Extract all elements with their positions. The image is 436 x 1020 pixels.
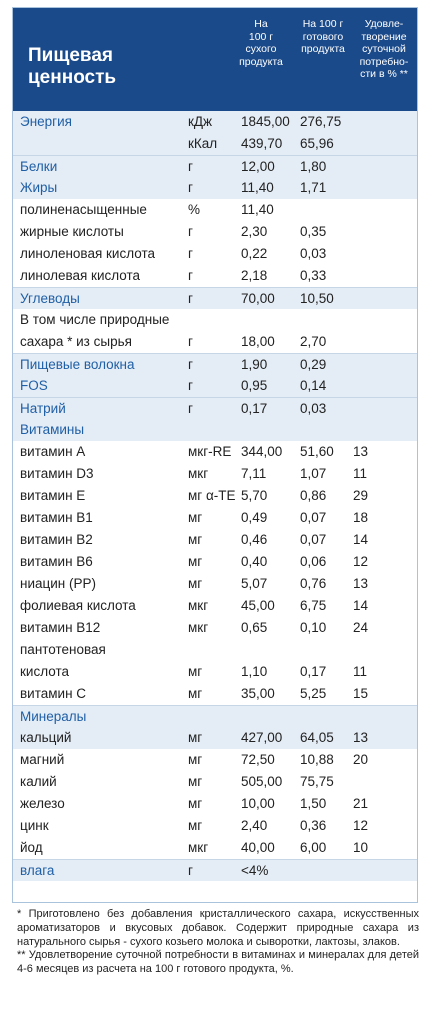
cell-unit: мг bbox=[188, 752, 203, 767]
col3-line: творение bbox=[361, 30, 407, 43]
cell-daily: 18 bbox=[353, 510, 369, 525]
cell-dry: 72,50 bbox=[241, 752, 275, 767]
cell-ready: 75,75 bbox=[300, 774, 334, 789]
nutrient-name: витамин С bbox=[20, 686, 87, 701]
nutrient-name: калий bbox=[20, 774, 57, 789]
table-header bbox=[13, 8, 417, 111]
cell-unit: мкг bbox=[188, 466, 209, 481]
table-row bbox=[13, 683, 417, 705]
cell-unit: г bbox=[188, 246, 193, 261]
cell-dry: 0,46 bbox=[241, 532, 268, 547]
table-row bbox=[13, 815, 417, 837]
cell-unit: г bbox=[188, 224, 193, 239]
cell-ready: 1,71 bbox=[300, 180, 327, 195]
cell-unit: г bbox=[188, 334, 193, 349]
cell-unit: мг bbox=[188, 730, 203, 745]
nutrient-name: ниацин (PP) bbox=[20, 576, 96, 591]
cell-unit: кКал bbox=[188, 136, 218, 151]
cell-ready: 0,36 bbox=[300, 818, 327, 833]
table-row bbox=[13, 177, 417, 199]
nutrient-name-line2: кислота bbox=[20, 664, 69, 679]
cell-unit: мкг-RE bbox=[188, 444, 232, 459]
cell-dry: 45,00 bbox=[241, 598, 275, 613]
cell-unit: мг α-TE bbox=[188, 488, 236, 503]
cell-daily: 29 bbox=[353, 488, 369, 503]
cell-dry: 0,49 bbox=[241, 510, 268, 525]
cell-dry: 427,00 bbox=[241, 730, 283, 745]
cell-ready: 10,50 bbox=[300, 291, 334, 306]
table-row bbox=[13, 375, 417, 397]
cell-ready: 0,29 bbox=[300, 357, 327, 372]
footnotes bbox=[17, 908, 419, 977]
cell-daily: 21 bbox=[353, 796, 369, 811]
table-row bbox=[13, 265, 417, 287]
cell-unit: г bbox=[188, 357, 193, 372]
title-line-2: ценность bbox=[28, 67, 117, 88]
col3-line: сти в % ** bbox=[360, 68, 408, 80]
table-row bbox=[13, 155, 417, 177]
cell-dry: 0,22 bbox=[241, 246, 268, 261]
cell-ready: 0,07 bbox=[300, 510, 327, 525]
cell-dry: 70,00 bbox=[241, 291, 275, 306]
cell-unit: г bbox=[188, 180, 193, 195]
cell-ready: 0,17 bbox=[300, 664, 327, 679]
cell-unit: мкг bbox=[188, 620, 209, 635]
cell-ready: 1,50 bbox=[300, 796, 327, 811]
nutrient-name: Белки bbox=[20, 159, 58, 174]
cell-dry: 0,95 bbox=[241, 378, 268, 393]
cell-unit: г bbox=[188, 401, 193, 416]
cell-ready: 0,07 bbox=[300, 532, 327, 547]
cell-unit: мг bbox=[188, 664, 203, 679]
nutrient-name-line1: В том числе природные bbox=[20, 312, 170, 327]
column-header-dry bbox=[229, 18, 293, 68]
table-row bbox=[13, 793, 417, 815]
nutrient-name: Минералы bbox=[20, 709, 87, 724]
nutrient-name: Натрий bbox=[20, 401, 66, 416]
col1-line: 100 г bbox=[248, 30, 274, 43]
cell-unit: мг bbox=[188, 774, 203, 789]
column-header-daily bbox=[351, 18, 417, 81]
column-header-ready bbox=[295, 18, 351, 56]
nutrient-name: цинк bbox=[20, 818, 49, 833]
cell-ready: 10,88 bbox=[300, 752, 334, 767]
cell-dry: 7,11 bbox=[241, 466, 267, 481]
cell-daily: 14 bbox=[353, 598, 369, 613]
cell-dry: 10,00 bbox=[241, 796, 275, 811]
cell-dry: 1845,00 bbox=[241, 114, 290, 129]
nutrient-name: линоленовая кислота bbox=[20, 246, 155, 261]
cell-ready: 0,86 bbox=[300, 488, 327, 503]
cell-unit: г bbox=[188, 378, 193, 393]
table-row bbox=[13, 221, 417, 243]
cell-ready: 0,06 bbox=[300, 554, 327, 569]
table-row bbox=[13, 727, 417, 749]
table-row bbox=[13, 551, 417, 573]
footnote-1: * Приготовлено без добавления кристаллического сахара, искусственных ароматизаторов и вкусовых добавок. Содержит природные сахара из натурального сырья - сухого козьего молока и сыворотки, лактозы, злаков. bbox=[17, 908, 419, 948]
table-row bbox=[13, 243, 417, 265]
cell-dry: 35,00 bbox=[241, 686, 275, 701]
cell-daily: 24 bbox=[353, 620, 369, 635]
col2-line: На 100 г bbox=[302, 18, 344, 30]
cell-unit: мг bbox=[188, 554, 203, 569]
cell-ready: 1,07 bbox=[300, 466, 327, 481]
nutrient-name: кальций bbox=[20, 730, 72, 745]
cell-dry: 0,40 bbox=[241, 554, 268, 569]
table-row bbox=[13, 639, 417, 683]
nutrient-name: Витамины bbox=[20, 422, 85, 437]
cell-ready: 0,76 bbox=[300, 576, 327, 591]
cell-daily: 15 bbox=[353, 686, 369, 701]
cell-dry: 18,00 bbox=[241, 334, 275, 349]
table-row bbox=[13, 595, 417, 617]
nutrient-name: линолевая кислота bbox=[20, 268, 141, 283]
cell-ready: 1,80 bbox=[300, 159, 327, 174]
nutrient-name: Энергия bbox=[20, 114, 72, 129]
table-row bbox=[13, 199, 417, 221]
nutrient-name: витамин D3 bbox=[20, 466, 94, 481]
cell-unit: г bbox=[188, 291, 193, 306]
cell-ready: 0,33 bbox=[300, 268, 327, 283]
nutrient-name-line1: пантотеновая bbox=[20, 642, 106, 657]
nutrient-name: витамин В6 bbox=[20, 554, 93, 569]
col2-line: готового bbox=[302, 30, 344, 43]
nutrient-name-line1: полиненасыщенные bbox=[20, 202, 147, 217]
col2-line: продукта bbox=[301, 43, 345, 55]
table-row bbox=[13, 309, 417, 353]
footnote-2: ** Удовлетворение суточной потребности в витаминах и минералах для детей 4-6 месяцев из расчета на 100 г готового продукта, %. bbox=[17, 949, 419, 976]
table-row bbox=[13, 771, 417, 793]
table-row bbox=[13, 441, 417, 463]
nutrient-name: железо bbox=[20, 796, 65, 811]
cell-unit: мг bbox=[188, 510, 203, 525]
table-body bbox=[13, 111, 417, 881]
nutrient-name: йод bbox=[20, 840, 43, 855]
cell-ready: 5,25 bbox=[300, 686, 327, 701]
cell-ready: 6,00 bbox=[300, 840, 327, 855]
cell-daily: 11 bbox=[353, 664, 368, 679]
cell-unit: мг bbox=[188, 818, 203, 833]
table-row bbox=[13, 617, 417, 639]
col3-line: суточной bbox=[362, 43, 406, 55]
nutrition-table bbox=[12, 7, 418, 903]
nutrient-name: витамин В1 bbox=[20, 510, 93, 525]
cell-dry: 505,00 bbox=[241, 774, 283, 789]
nutrient-name: жирные кислоты bbox=[20, 224, 124, 239]
table-row bbox=[13, 353, 417, 375]
col1-line: продукта bbox=[239, 55, 283, 68]
cell-daily: 13 bbox=[353, 576, 369, 591]
cell-dry: 5,70 bbox=[241, 488, 268, 503]
cell-dry: 439,70 bbox=[241, 136, 283, 151]
table-row bbox=[13, 111, 417, 133]
cell-dry: 11,40 bbox=[241, 180, 274, 195]
cell-unit: мг bbox=[188, 532, 203, 547]
nutrient-name: Пищевые волокна bbox=[20, 357, 135, 372]
cell-ready: 276,75 bbox=[300, 114, 342, 129]
title-line-1: Пищевая bbox=[28, 45, 114, 66]
cell-unit: г bbox=[188, 268, 193, 283]
cell-unit: г bbox=[188, 159, 193, 174]
nutrient-name: витамин А bbox=[20, 444, 86, 459]
cell-daily: 11 bbox=[353, 466, 368, 481]
cell-unit: мг bbox=[188, 796, 203, 811]
nutrient-name: Жиры bbox=[20, 180, 58, 195]
cell-unit: % bbox=[188, 202, 201, 217]
cell-ready: 2,70 bbox=[300, 334, 327, 349]
nutrient-name: влага bbox=[20, 863, 55, 878]
cell-ready: 0,35 bbox=[300, 224, 327, 239]
cell-ready: 0,10 bbox=[300, 620, 327, 635]
cell-unit: г bbox=[188, 863, 193, 878]
nutrient-name: витамин Е bbox=[20, 488, 86, 503]
cell-dry: 1,10 bbox=[241, 664, 268, 679]
cell-dry: 2,30 bbox=[241, 224, 268, 239]
cell-ready: 0,03 bbox=[300, 246, 327, 261]
cell-ready: 51,60 bbox=[300, 444, 334, 459]
cell-unit: мкг bbox=[188, 840, 209, 855]
cell-daily: 10 bbox=[353, 840, 369, 855]
table-row bbox=[13, 749, 417, 771]
cell-daily: 12 bbox=[353, 554, 369, 569]
table-row bbox=[13, 397, 417, 419]
cell-dry: 0,17 bbox=[241, 401, 268, 416]
nutrient-name: магний bbox=[20, 752, 65, 767]
table-row bbox=[13, 859, 417, 881]
cell-dry: 40,00 bbox=[241, 840, 275, 855]
cell-daily: 12 bbox=[353, 818, 369, 833]
cell-unit: мкг bbox=[188, 598, 209, 613]
page-title bbox=[28, 45, 116, 89]
cell-unit: кДж bbox=[188, 114, 213, 129]
cell-ready: 6,75 bbox=[300, 598, 327, 613]
table-row bbox=[13, 419, 417, 441]
cell-v1: 11,40 bbox=[241, 202, 274, 217]
cell-dry: 1,90 bbox=[241, 357, 268, 372]
table-row bbox=[13, 573, 417, 595]
nutrient-name: Углеводы bbox=[20, 291, 80, 306]
col1-line: сухого bbox=[245, 43, 277, 55]
table-row bbox=[13, 529, 417, 551]
table-row bbox=[13, 837, 417, 859]
cell-dry: 344,00 bbox=[241, 444, 283, 459]
cell-daily: 13 bbox=[353, 444, 369, 459]
cell-dry: <4% bbox=[241, 863, 269, 878]
nutrient-name: фолиевая кислота bbox=[20, 598, 136, 613]
cell-dry: 2,18 bbox=[241, 268, 268, 283]
nutrient-name-line2: сахара * из сырья bbox=[20, 334, 132, 349]
cell-ready: 65,96 bbox=[300, 136, 334, 151]
table-row bbox=[13, 507, 417, 529]
col1-line: На bbox=[254, 18, 268, 30]
cell-unit: мг bbox=[188, 576, 203, 591]
table-row bbox=[13, 705, 417, 727]
col3-line: потребно- bbox=[359, 55, 409, 68]
cell-daily: 14 bbox=[353, 532, 369, 547]
cell-daily: 13 bbox=[353, 730, 369, 745]
table-row bbox=[13, 287, 417, 309]
cell-ready: 0,14 bbox=[300, 378, 327, 393]
nutrient-name: витамин В2 bbox=[20, 532, 93, 547]
cell-daily: 20 bbox=[353, 752, 369, 767]
cell-dry: 0,65 bbox=[241, 620, 268, 635]
table-row bbox=[13, 463, 417, 485]
nutrient-name: витамин В12 bbox=[20, 620, 101, 635]
cell-dry: 12,00 bbox=[241, 159, 275, 174]
table-row bbox=[13, 133, 417, 155]
col3-line: Удовле- bbox=[364, 18, 404, 30]
cell-ready: 64,05 bbox=[300, 730, 334, 745]
cell-dry: 5,07 bbox=[241, 576, 268, 591]
cell-unit: мг bbox=[188, 686, 203, 701]
table-row bbox=[13, 485, 417, 507]
cell-dry: 2,40 bbox=[241, 818, 268, 833]
nutrient-name: FOS bbox=[20, 378, 48, 393]
cell-ready: 0,03 bbox=[300, 401, 327, 416]
